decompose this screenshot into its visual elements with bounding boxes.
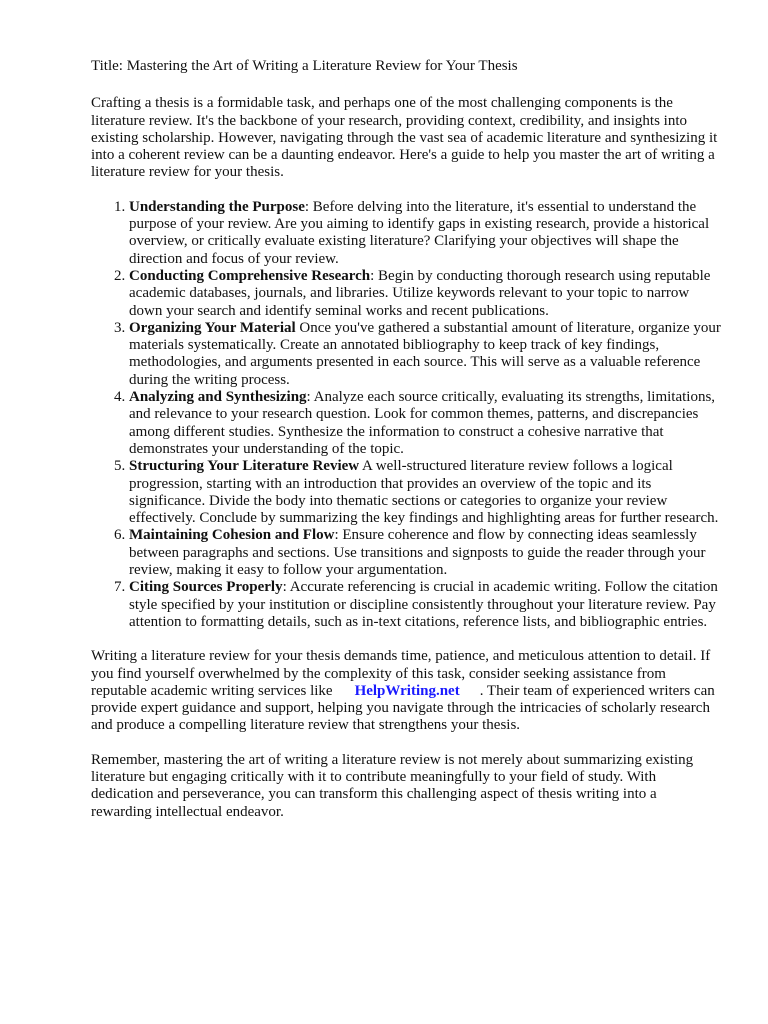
step-text: Accurate referencing is crucial in academic writing. Follow the citation style specified by your institution or discipline consistently throughout your literature review. Pay attention to formatting details, such as in-text citations, reference lists, and bibliographic entries. — [129, 579, 718, 630]
step-text: Once you've gathered a substantial amount of literature, organize your materials systematically. Create an annotated bibliography to keep track of key findings, methodologies, and arguments presented in each source. This will serve as a valuable reference during the writing process. — [129, 319, 721, 388]
list-item — [129, 389, 721, 458]
step-text: Begin by conducting thorough research using reputable academic databases, journals, and libraries. Utilize keywords relevant to your topic to narrow down your search and identify seminal works and recent publications. — [129, 267, 711, 319]
list-item — [129, 527, 721, 579]
closing-text-after-link: . Their team of experienced writers can provide expert guidance and support, helping you navigate through the intricacies of scholarly research and produce a compelling literature review that strengthens your thesis. — [91, 682, 715, 734]
step-text: A well-structured literature review follows a logical progression, starting with an introduction that provides an overview of the topic and its significance. Divide the body into thematic sections or categories to organize your review effectively. Conclude by summarizing the key findings and highlighting areas for further research. — [129, 458, 719, 527]
step-term: Organizing Your Material — [129, 319, 296, 336]
list-item — [129, 579, 721, 631]
list-item — [129, 199, 721, 268]
step-term: Citing Sources Properly — [129, 579, 283, 596]
step-separator: : — [370, 267, 379, 284]
intro-paragraph: Crafting a thesis is a formidable task, and perhaps one of the most challenging components is the literature review. It's the backbone of your research, providing context, credibility, and insights into existing scholarship. However, navigating through the vast sea of academic literature and synthesizing it into a coherent review can be a daunting endeavor. Here's a guide to help you master the art of writing a literature review for your thesis. — [91, 95, 718, 181]
step-term: Structuring Your Literature Review — [129, 458, 360, 475]
steps-list — [91, 199, 721, 631]
step-separator: : — [306, 389, 314, 406]
closing-text-before-link: Writing a literature review for your thesis demands time, patience, and meticulous attention to detail. If you find yourself overwhelmed by the complexity of this task, consider seeking assistance from reputable academic writing services like — [91, 648, 711, 699]
step-term: Understanding the Purpose — [129, 198, 305, 215]
step-separator: : — [282, 579, 290, 596]
step-separator: : — [334, 527, 343, 544]
step-separator: : — [304, 198, 313, 215]
step-term: Analyzing and Synthesizing — [129, 389, 307, 406]
step-term: Maintaining Cohesion and Flow — [129, 527, 335, 544]
document-page — [91, 58, 721, 838]
step-text: Ensure coherence and flow by connecting ideas seamlessly between paragraphs and sections. Use transitions and signposts to guide the reader through your review, making it easy to follow your argumentation. — [129, 527, 706, 579]
step-text: Analyze each source critically, evaluating its strengths, limitations, and relevance to your research question. Look for common themes, patterns, and discrepancies among different studies. Synthesize the information to construct a cohesive narrative that demonstrates your understanding of the topic. — [129, 389, 716, 457]
closing-paragraph — [91, 648, 721, 734]
list-item — [129, 320, 721, 389]
helpwriting-link[interactable]: HelpWriting.net — [354, 682, 460, 699]
step-term: Conducting Comprehensive Research — [129, 267, 371, 284]
list-item — [129, 458, 721, 527]
document-title: Title: Mastering the Art of Writing a Literature Review for Your Thesis — [91, 58, 518, 74]
step-text: Before delving into the literature, it's essential to understand the purpose of your review. Are you aiming to identify gaps in existing research, provide a historical overview, or critically evaluate existing literature? Clarifying your objectives will shape the direction and focus of your review. — [129, 198, 710, 267]
list-item — [129, 268, 721, 320]
final-paragraph: Remember, mastering the art of writing a literature review is not merely about summarizing existing literature but engaging critically with it to contribute meaningfully to your field of study. With dedication and perseverance, you can transform this challenging aspect of thesis writing into a rewarding intellectual endeavor. — [91, 751, 694, 820]
